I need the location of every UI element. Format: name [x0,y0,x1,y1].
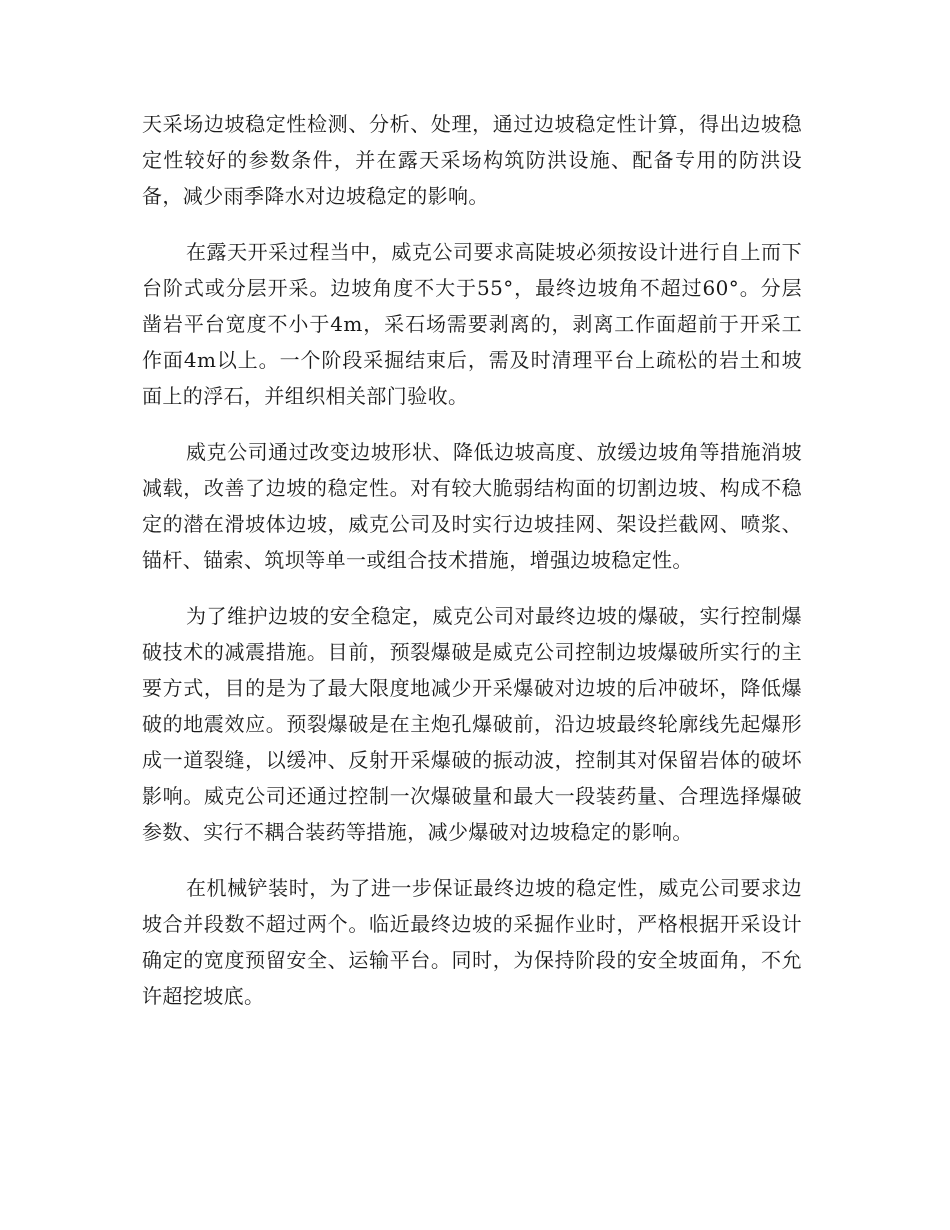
paragraph-mechanical-loading: 在机械铲装时，为了进一步保证最终边坡的稳定性，威克公司要求边坡合并段数不超过两个。临近最终边坡的采掘作业时，严格根据开采设计确定的宽度预留安全、运输平台。同时，为保持阶段的安全坡面角，不允许超挖坡底。 [142,876,802,1008]
paragraph-slope-reduction: 威克公司通过改变边坡形状、降低边坡高度、放缓边坡角等措施消坡减载，改善了边坡的稳定性。对有较大脆弱结构面的切割边坡、构成不稳定的潜在滑坡体边坡，威克公司及时实行边坡挂网、架设拦截网、喷浆、锚杆、锚索、筑坝等单一或组合技术措施，增强边坡稳定性。 [142,440,802,572]
paragraph-continuation: 天采场边坡稳定性检测、分析、处理，通过边坡稳定性计算，得出边坡稳定性较好的参数条件，并在露天采场构筑防洪设施、配备专用的防洪设备，减少雨季降水对边坡稳定的影响。 [142,112,802,208]
document-page [142,106,802,1034]
paragraph-blasting-control: 为了维护边坡的安全稳定，威克公司对最终边坡的爆破，实行控制爆破技术的减震措施。目前，预裂爆破是威克公司控制边坡爆破所实行的主要方式，目的是为了最大限度地减少开采爆破对边坡的后冲破坏，降低爆破的地震效应。预裂爆破是在主炮孔爆破前，沿边坡最终轮廓线先起爆形成一道裂缝，以缓冲、反射开采爆破的振动波，控制其对保留岩体的破坏影响。威克公司还通过控制一次爆破量和最大一段装药量、合理选择爆破参数、实行不耦合装药等措施，减少爆破对边坡稳定的影响。 [142,604,802,844]
paragraph-open-pit-mining: 在露天开采过程当中，威克公司要求高陡坡必须按设计进行自上而下台阶式或分层开采。边坡角度不大于55°，最终边坡角不超过60°。分层凿岩平台宽度不小于4m，采石场需要剥离的，剥离工作面超前于开采工作面4m以上。一个阶段采掘结束后，需及时清理平台上疏松的岩土和坡面上的浮石，并组织相关部门验收。 [142,240,802,408]
